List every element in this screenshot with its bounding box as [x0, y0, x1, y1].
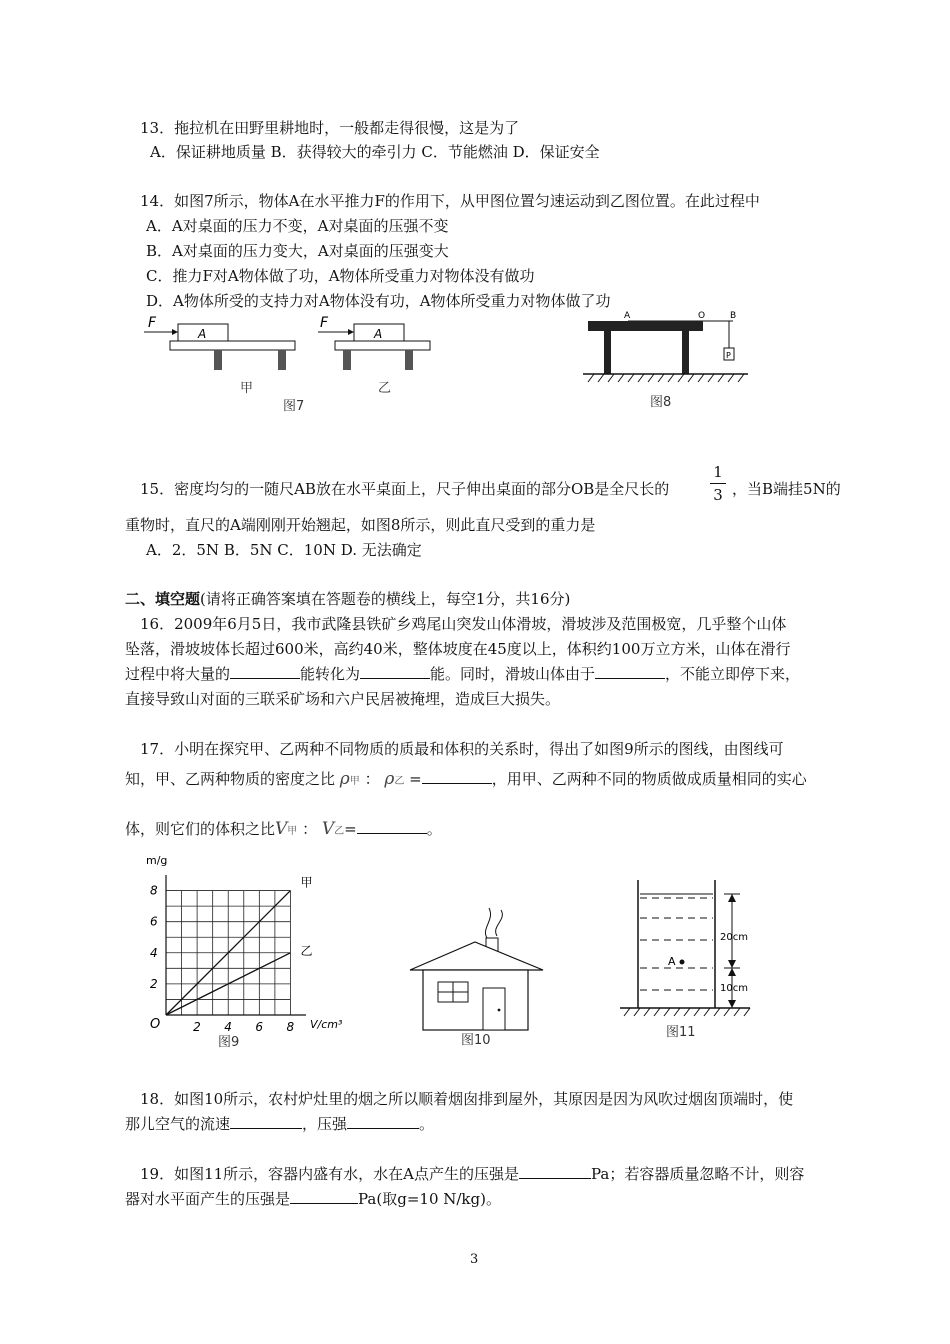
q17-text-a: 知，甲、乙两种物质的密度之比: [125, 770, 336, 788]
q17-blank-1[interactable]: [422, 769, 492, 784]
q18-line2: [125, 1113, 434, 1134]
q16-line3: [125, 663, 800, 684]
q14-option-c: C．推力F对A物体做了功，A物体所受重力对物体没有做功: [146, 267, 535, 285]
q19-text-a: 19．如图11所示，容器内盛有水，水在A点产生的压强是: [140, 1165, 520, 1183]
fig8-label-b: B: [730, 311, 737, 321]
chart-ylabel: m/g: [146, 854, 168, 867]
y-tick-label: 4: [150, 945, 158, 960]
x-tick-label: 4: [224, 1020, 232, 1034]
period: 。: [426, 820, 442, 838]
fig7-label-a-jia: A: [198, 327, 207, 341]
fig11-label-a: A: [668, 955, 676, 968]
q17-blank-2[interactable]: [357, 819, 427, 834]
fig8-label-a: A: [624, 311, 631, 321]
fraction-numerator: 1: [713, 463, 723, 481]
series-label-1: 甲: [300, 875, 313, 890]
q16-text-c: 能。同时，滑坡山体由于: [430, 665, 596, 683]
rho-yi-subscript: 乙: [394, 776, 405, 787]
q19-blank-1[interactable]: [519, 1164, 591, 1179]
q17-line3: [125, 818, 442, 839]
q16-line4: 直接导致山对面的三联采矿场和六户民居被掩埋，造成巨大损失。: [125, 690, 561, 708]
fig8-label-p: P: [726, 351, 731, 360]
q16-blank-2[interactable]: [360, 664, 430, 679]
figure-8: [578, 308, 768, 418]
q18-blank-2[interactable]: [347, 1114, 419, 1129]
chart-xlabel: V/cm³: [310, 1018, 343, 1031]
fig7-caption-jia: 甲: [240, 381, 254, 396]
q16-line2: 坠落，滑坡坡体长超过600米，高约40米，整体坡度在45度以上，体积约100万立方米，山体在滑行: [125, 640, 791, 658]
q14-option-a: A．A对桌面的压力不变，A对桌面的压强不变: [146, 217, 449, 235]
q15-stem-c: 重物时，直尺的A端刚刚开始翘起，如图8所示，则此直尺受到的重力是: [125, 516, 596, 534]
q15-stem-a: 15．密度均匀的一随尺AB放在水平桌面上，尺子伸出桌面的部分OB是全尺长的: [140, 480, 670, 498]
y-tick-label: 6: [150, 914, 158, 929]
q16-line1: 16．2009年6月5日，我市武隆县铁矿乡鸡尾山突发山体滑坡，滑坡涉及范围极宽，几乎整个山体: [140, 615, 787, 633]
q15-options: A．2．5N B．5N C．10N D. 无法确定: [146, 541, 422, 559]
q16-text-d: ，不能立即停下来，: [665, 665, 801, 683]
fig8-caption: 图8: [650, 395, 672, 410]
fig7-label-a-yi: A: [374, 327, 383, 341]
figure-10-house: [405, 900, 545, 1050]
q17-line1: 17．小明在探究甲、乙两种不同物质的质最和体积的关系时，得出了如图9所示的图线，由图线可: [140, 740, 784, 758]
q14-option-b: B．A对桌面的压力变大，A对桌面的压强变大: [146, 242, 449, 260]
q18-text-a: 那儿空气的流速: [125, 1115, 231, 1133]
q19-line1: [140, 1163, 804, 1184]
equals: =: [409, 770, 422, 788]
x-tick-label: 8: [286, 1020, 295, 1034]
q19-line2: [125, 1188, 501, 1209]
q13-options: A．保证耕地质量 B．获得较大的牵引力 C．节能燃油 D．保证安全: [150, 143, 600, 161]
v-yi-subscript: 乙: [334, 826, 345, 837]
q14-option-d: D．A物体所受的支持力对A物体没有功，A物体所受重力对物体做了功: [146, 292, 611, 310]
figure-11-container: [620, 878, 770, 1048]
y-tick-label: 2: [150, 976, 158, 991]
q15-stem-b: ，当B端挂5N的: [732, 480, 841, 498]
chart-origin-label: O: [150, 1017, 161, 1032]
ratio-colon: ：: [364, 770, 380, 788]
fig7-label-f-yi: F: [320, 315, 329, 331]
chart-title: 图9: [218, 1035, 240, 1050]
q19-text-d: Pa(取g=10 N/kg)。: [358, 1190, 501, 1208]
v-yi-symbol: V: [321, 819, 335, 839]
rho-jia-subscript: 甲: [349, 776, 360, 787]
rho-yi-symbol: ρ: [384, 769, 395, 789]
q16-blank-1[interactable]: [230, 664, 300, 679]
fig7-caption-yi: 乙: [378, 381, 392, 396]
q15-fraction: [710, 463, 726, 504]
q16-text-b: 能转化为: [300, 665, 361, 683]
q17-text-c: 体，则它们的体积之比: [125, 820, 276, 838]
v-jia-symbol: V: [275, 819, 288, 839]
figure-7: [140, 312, 460, 417]
ratio-colon: ：: [302, 820, 318, 838]
section-2-note: (请将正确答案填在答题卷的横线上，每空1分，共16分): [200, 590, 571, 608]
q17-line2: [125, 768, 807, 789]
q13-stem: 13．拖拉机在田野里耕地时，一般都走得很慢，这是为了: [140, 119, 520, 137]
q18-text-b: ，压强: [302, 1115, 348, 1133]
q19-blank-2[interactable]: [290, 1189, 358, 1204]
q18-text-c: 。: [419, 1115, 435, 1133]
fig7-caption: 图7: [283, 399, 305, 414]
fig11-label-20cm: 20cm: [720, 932, 748, 943]
fig8-label-o: O: [698, 311, 706, 321]
q17-text-b: ，用甲、乙两种不同的物质做成质量相同的实心: [491, 770, 807, 788]
page-number: 3: [470, 1252, 479, 1267]
fig11-label-10cm: 10cm: [720, 983, 748, 994]
q16-text-a: 过程中将大量的: [125, 665, 231, 683]
fig11-caption: 图11: [666, 1025, 696, 1040]
q16-blank-3[interactable]: [595, 664, 665, 679]
q18-line1: 18．如图10所示，农村炉灶里的烟之所以顺着烟囱排到屋外，其原因是因为风吹过烟囱顶端时，使: [140, 1090, 794, 1108]
section-2-header: [125, 588, 570, 609]
fraction-denominator: 3: [713, 486, 723, 504]
q18-blank-1[interactable]: [230, 1114, 302, 1129]
q14-stem: 14．如图7所示，物体A在水平推力F的作用下，从甲图位置匀速运动到乙图位置。在此过程中: [140, 192, 760, 210]
fig10-caption: 图10: [461, 1033, 491, 1048]
y-tick-label: 8: [150, 883, 158, 898]
series-label-2: 乙: [300, 943, 313, 958]
x-tick-label: 6: [255, 1020, 263, 1034]
v-jia-subscript: 甲: [287, 826, 298, 837]
fig7-label-f-jia: F: [148, 315, 157, 331]
figure-9-chart: [140, 850, 370, 1050]
q19-text-b: Pa；若容器质量忽略不计，则容: [591, 1165, 805, 1183]
q19-text-c: 器对水平面产生的压强是: [125, 1190, 291, 1208]
equals: =: [344, 820, 357, 838]
rho-jia-symbol: ρ: [339, 769, 350, 789]
x-tick-label: 2: [193, 1020, 201, 1034]
section-2-heading: 二、填空题: [125, 590, 201, 608]
